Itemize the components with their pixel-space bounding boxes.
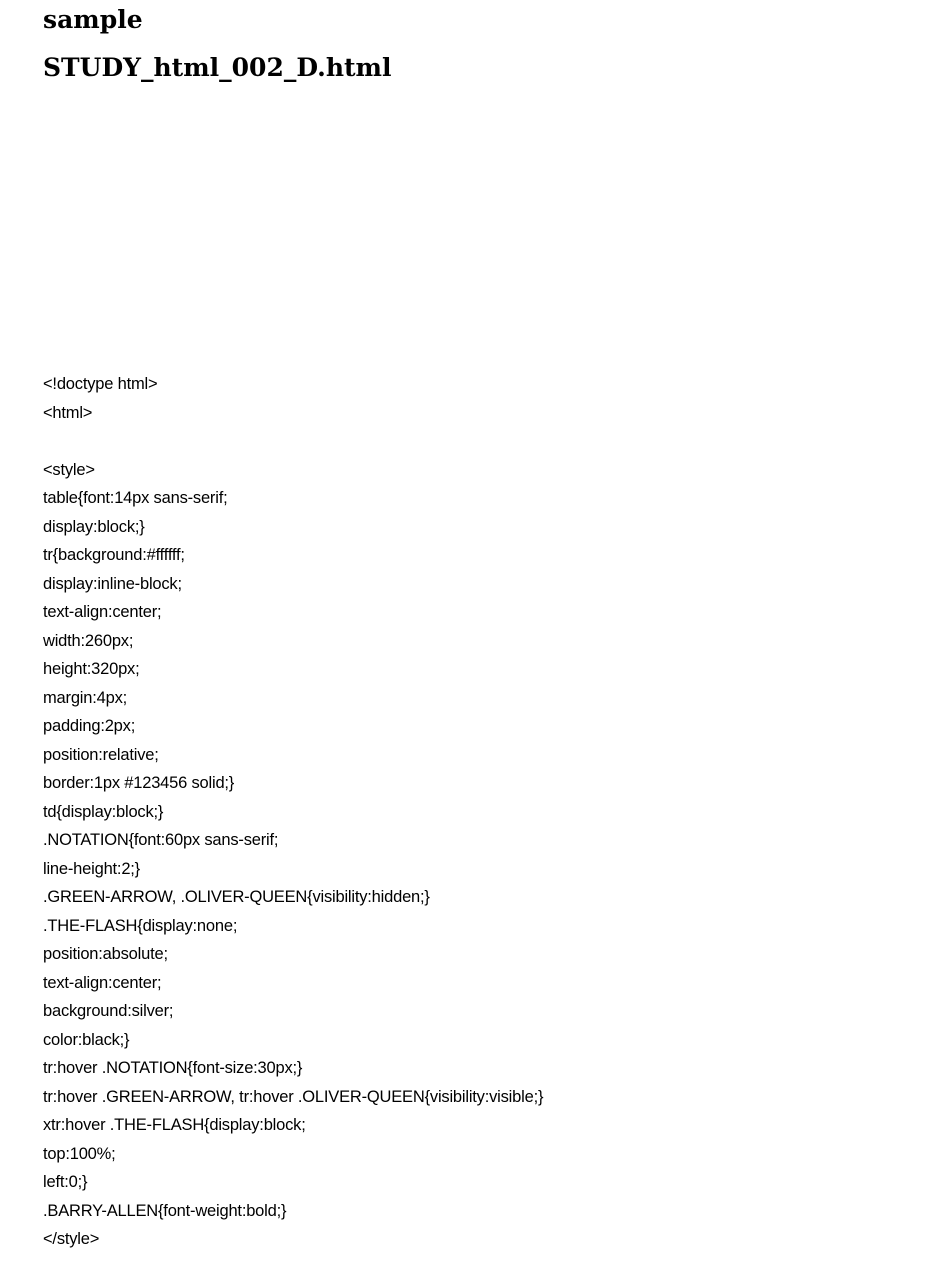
code-line: tr:hover .NOTATION{font-size:30px;} <box>43 1059 303 1077</box>
code-line: border:1px #123456 solid;} <box>43 774 235 792</box>
code-line: height:320px; <box>43 660 140 678</box>
code-line: .BARRY-ALLEN{font-weight:bold;} <box>43 1201 287 1220</box>
code-line <box>43 427 543 456</box>
code-line: .GREEN-ARROW, .OLIVER-QUEEN{visibility:hidden;} <box>43 888 430 906</box>
code-line: display:block;} <box>43 517 145 536</box>
code-line: <!doctype html> <box>43 375 158 393</box>
code-line: line-height:2;} <box>43 859 140 878</box>
code-line: top:100%; <box>43 1144 116 1163</box>
code-line: padding:2px; <box>43 717 136 735</box>
code-line: xtr:hover .THE-FLASH{display:block; <box>43 1116 306 1134</box>
code-line: left:0;} <box>43 1173 88 1191</box>
code-line: color:black;} <box>43 1030 130 1049</box>
file-name-heading: STUDY_html_002_D.html <box>43 53 392 82</box>
page-title: sample <box>43 5 143 34</box>
code-line: position:absolute; <box>43 945 168 963</box>
code-line: tr:hover .GREEN-ARROW, tr:hover .OLIVER-QUEEN{visibility:visible;} <box>43 1087 544 1106</box>
code-line: margin:4px; <box>43 688 128 707</box>
code-line: </style> <box>43 1230 100 1248</box>
code-line: .THE-FLASH{display:none; <box>43 916 238 935</box>
code-line: table{font:14px sans-serif; <box>43 489 228 507</box>
code-line: .NOTATION{font:60px sans-serif; <box>43 831 279 849</box>
code-line: text-align:center; <box>43 973 162 992</box>
code-line: <style> <box>43 460 95 479</box>
code-line: <html> <box>43 403 93 422</box>
code-line: width:260px; <box>43 631 134 650</box>
code-listing <box>43 370 543 1254</box>
code-line: td{display:block;} <box>43 802 164 821</box>
code-line: tr{background:#ffffff; <box>43 546 185 564</box>
code-line: position:relative; <box>43 745 159 764</box>
code-line: background:silver; <box>43 1002 174 1020</box>
code-line: text-align:center; <box>43 603 162 621</box>
code-line: display:inline-block; <box>43 574 182 593</box>
